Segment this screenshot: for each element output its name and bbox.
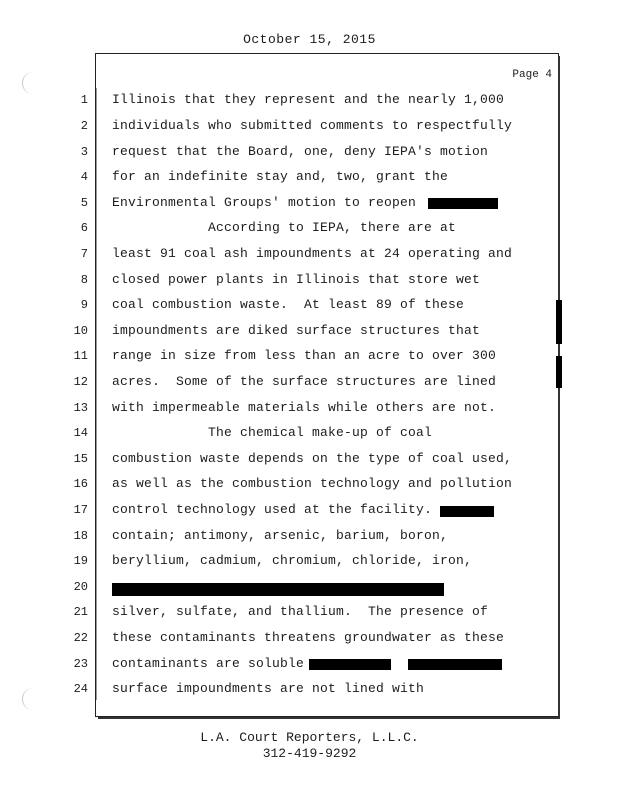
line-text: Illinois that they represent and the nearly 1,000	[112, 92, 505, 107]
line-number: 14	[73, 426, 88, 440]
line-number: 5	[80, 196, 88, 210]
line-text: least 91 coal ash impoundments at 24 operating and	[112, 246, 513, 261]
page-frame-shadow-bottom	[98, 717, 560, 719]
transcript-line	[0, 600, 619, 624]
transcript-line	[0, 191, 619, 215]
line-text: for an indefinite stay and, two, grant the	[112, 169, 449, 184]
transcript-line	[0, 268, 619, 292]
redaction-bar-line-17	[440, 506, 494, 517]
line-text: closed power plants in Illinois that store wet	[112, 272, 481, 287]
line-text: coal combustion waste. At least 89 of these	[112, 297, 465, 312]
line-text: request that the Board, one, deny IEPA's motion	[112, 144, 489, 159]
line-text: The chemical make-up of coal	[112, 425, 433, 440]
transcript-line	[0, 370, 619, 394]
line-number: 3	[80, 145, 88, 159]
line-number: 4	[80, 170, 88, 184]
line-number: 21	[73, 605, 88, 619]
line-text: Environmental Groups' motion to reopen	[112, 195, 417, 210]
transcript-line	[0, 242, 619, 266]
footer-company: L.A. Court Reporters, L.L.C.	[200, 730, 419, 745]
line-number: 10	[73, 324, 88, 338]
transcript-line	[0, 549, 619, 573]
line-number: 16	[73, 477, 88, 491]
line-text: According to IEPA, there are at	[112, 220, 457, 235]
line-text: control technology used at the facility.	[112, 502, 433, 517]
line-number: 6	[80, 221, 88, 235]
redaction-bar-line-20	[112, 583, 444, 596]
line-number: 17	[73, 503, 88, 517]
transcript-line	[0, 421, 619, 445]
line-text: contain; antimony, arsenic, barium, boron,	[112, 528, 449, 543]
transcript-line	[0, 114, 619, 138]
line-text: surface impoundments are not lined with	[112, 681, 425, 696]
transcript-line	[0, 88, 619, 112]
transcript-line	[0, 140, 619, 164]
transcript-line	[0, 165, 619, 189]
line-text: individuals who submitted comments to respectfully	[112, 118, 513, 133]
line-number: 1	[80, 93, 88, 107]
transcript-line	[0, 498, 619, 522]
line-text: these contaminants threatens groundwater as these	[112, 630, 505, 645]
line-text: range in size from less than an acre to over 300	[112, 348, 497, 363]
line-text: with impermeable materials while others are not.	[112, 400, 497, 415]
transcript-line	[0, 626, 619, 650]
transcript-line	[0, 677, 619, 701]
line-number: 2	[80, 119, 88, 133]
transcript-line	[0, 472, 619, 496]
edge-mark-upper	[556, 300, 562, 344]
line-number: 13	[73, 401, 88, 415]
line-text: contaminants are soluble	[112, 656, 305, 671]
redaction-bar-line-5	[428, 198, 498, 209]
header-date: October 15, 2015	[243, 32, 376, 47]
transcript-line	[0, 216, 619, 240]
line-text: impoundments are diked surface structures that	[112, 323, 481, 338]
transcript-line	[0, 293, 619, 317]
line-number: 9	[80, 298, 88, 312]
footer-phone: 312-419-9292	[262, 746, 357, 761]
line-number: 12	[73, 375, 88, 389]
line-number: 15	[73, 452, 88, 466]
transcript-line	[0, 319, 619, 343]
line-number: 20	[73, 580, 88, 594]
line-number: 19	[73, 554, 88, 568]
transcript-line	[0, 447, 619, 471]
page-number: Page 4	[512, 69, 552, 81]
line-number: 11	[73, 349, 88, 363]
line-number: 7	[80, 247, 88, 261]
edge-mark-lower	[556, 356, 562, 388]
line-text: acres. Some of the surface structures are lined	[112, 374, 497, 389]
transcript-line	[0, 344, 619, 368]
line-text: combustion waste depends on the type of coal used,	[112, 451, 513, 466]
line-number: 23	[73, 657, 88, 671]
transcript-line	[0, 524, 619, 548]
line-text: beryllium, cadmium, chromium, chloride, iron,	[112, 553, 473, 568]
redaction-bar-line-23a	[309, 659, 391, 670]
line-number: 18	[73, 529, 88, 543]
line-number: 24	[73, 682, 88, 696]
line-text: silver, sulfate, and thallium. The presence of	[112, 604, 489, 619]
line-text: as well as the combustion technology and pollution	[112, 476, 513, 491]
transcript-line	[0, 396, 619, 420]
line-number: 22	[73, 631, 88, 645]
line-number: 8	[80, 273, 88, 287]
redaction-bar-line-23b	[408, 659, 502, 670]
